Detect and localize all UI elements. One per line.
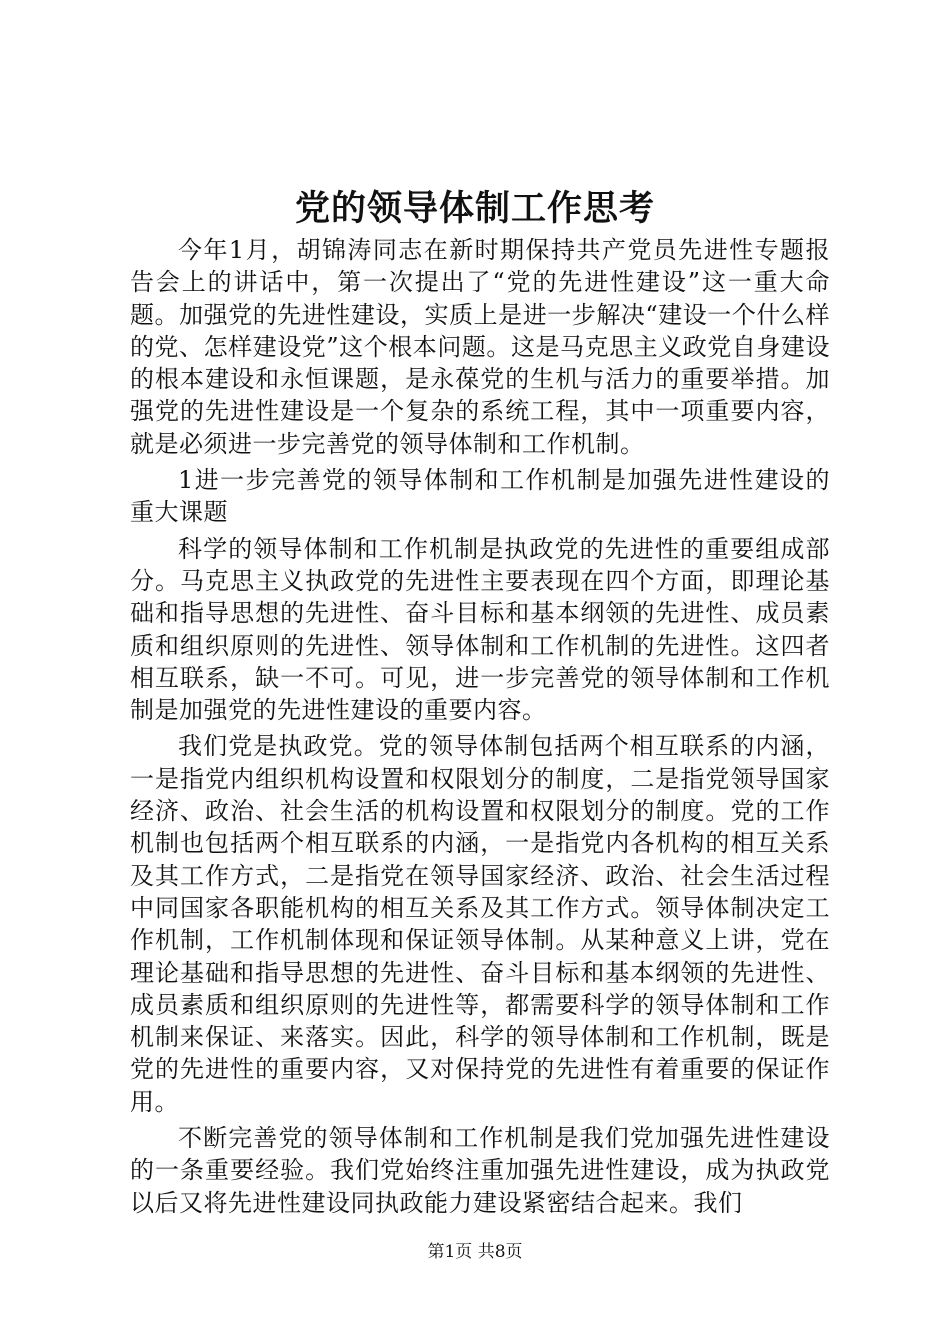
body-paragraph: 我们党是执政党。党的领导体制包括两个相互联系的内涵，一是指党内组织机构设置和权限划分的制度，二是指党领导国家经济、政治、社会生活的机构设置和权限划分的制度。党的工作机制也包括两个相互联系的内涵，一是指党内各机构的相互关系及其工作方式，二是指党在领导国家经济、政治、社会生活过程中同国家各职能机构的相互关系及其工作方式。领导体制决定工作机制，工作机制体现和保证领导体制。从某种意义上讲，党在理论基础和指导思想的先进性、奋斗目标和基本纲领的先进性、成员素质和组织原则的先进性等，都需要科学的领导体制和工作机制来保证、来落实。因此，科学的领导体制和工作机制，既是党的先进性的重要内容，又对保持党的先进性有着重要的保证作用。 <box>130 732 830 1116</box>
page-indicator: 第1页 共8页 <box>427 1242 523 1262</box>
document-title: 党的领导体制工作思考 <box>294 188 655 229</box>
body-paragraph: 科学的领导体制和工作机制是执政党的先进性的重要组成部分。马克思主义执政党的先进性主要表现在四个方面，即理论基础和指导思想的先进性、奋斗目标和基本纲领的先进性、成员素质和组织原则的先进性、领导体制和工作机制的先进性。这四者相互联系，缺一不可。可见，进一步完善党的领导体制和工作机制是加强党的先进性建设的重要内容。 <box>130 534 830 725</box>
body-paragraph: 不断完善党的领导体制和工作机制是我们党加强先进性建设的一条重要经验。我们党始终注重加强先进性建设，成为执政党以后又将先进性建设同执政能力建设紧密结合起来。我们 <box>130 1124 830 1217</box>
body-paragraph: 今年1月，胡锦涛同志在新时期保持共产党员先进性专题报告会上的讲话中，第一次提出了“党的先进性建设”这一重大命题。加强党的先进性建设，实质上是进一步解决“建设一个什么样的党、怎样建设党”这个根本问题。这是马克思主义政党自身建设的根本建设和永恒课题，是永葆党的生机与活力的重要举措。加强党的先进性建设是一个复杂的系统工程，其中一项重要内容，就是必须进一步完善党的领导体制和工作机制。 <box>130 236 830 458</box>
document-body <box>130 234 830 1223</box>
page-footer <box>0 1240 950 1264</box>
section-heading: 1进一步完善党的领导体制和工作机制是加强先进性建设的重大课题 <box>130 466 830 527</box>
